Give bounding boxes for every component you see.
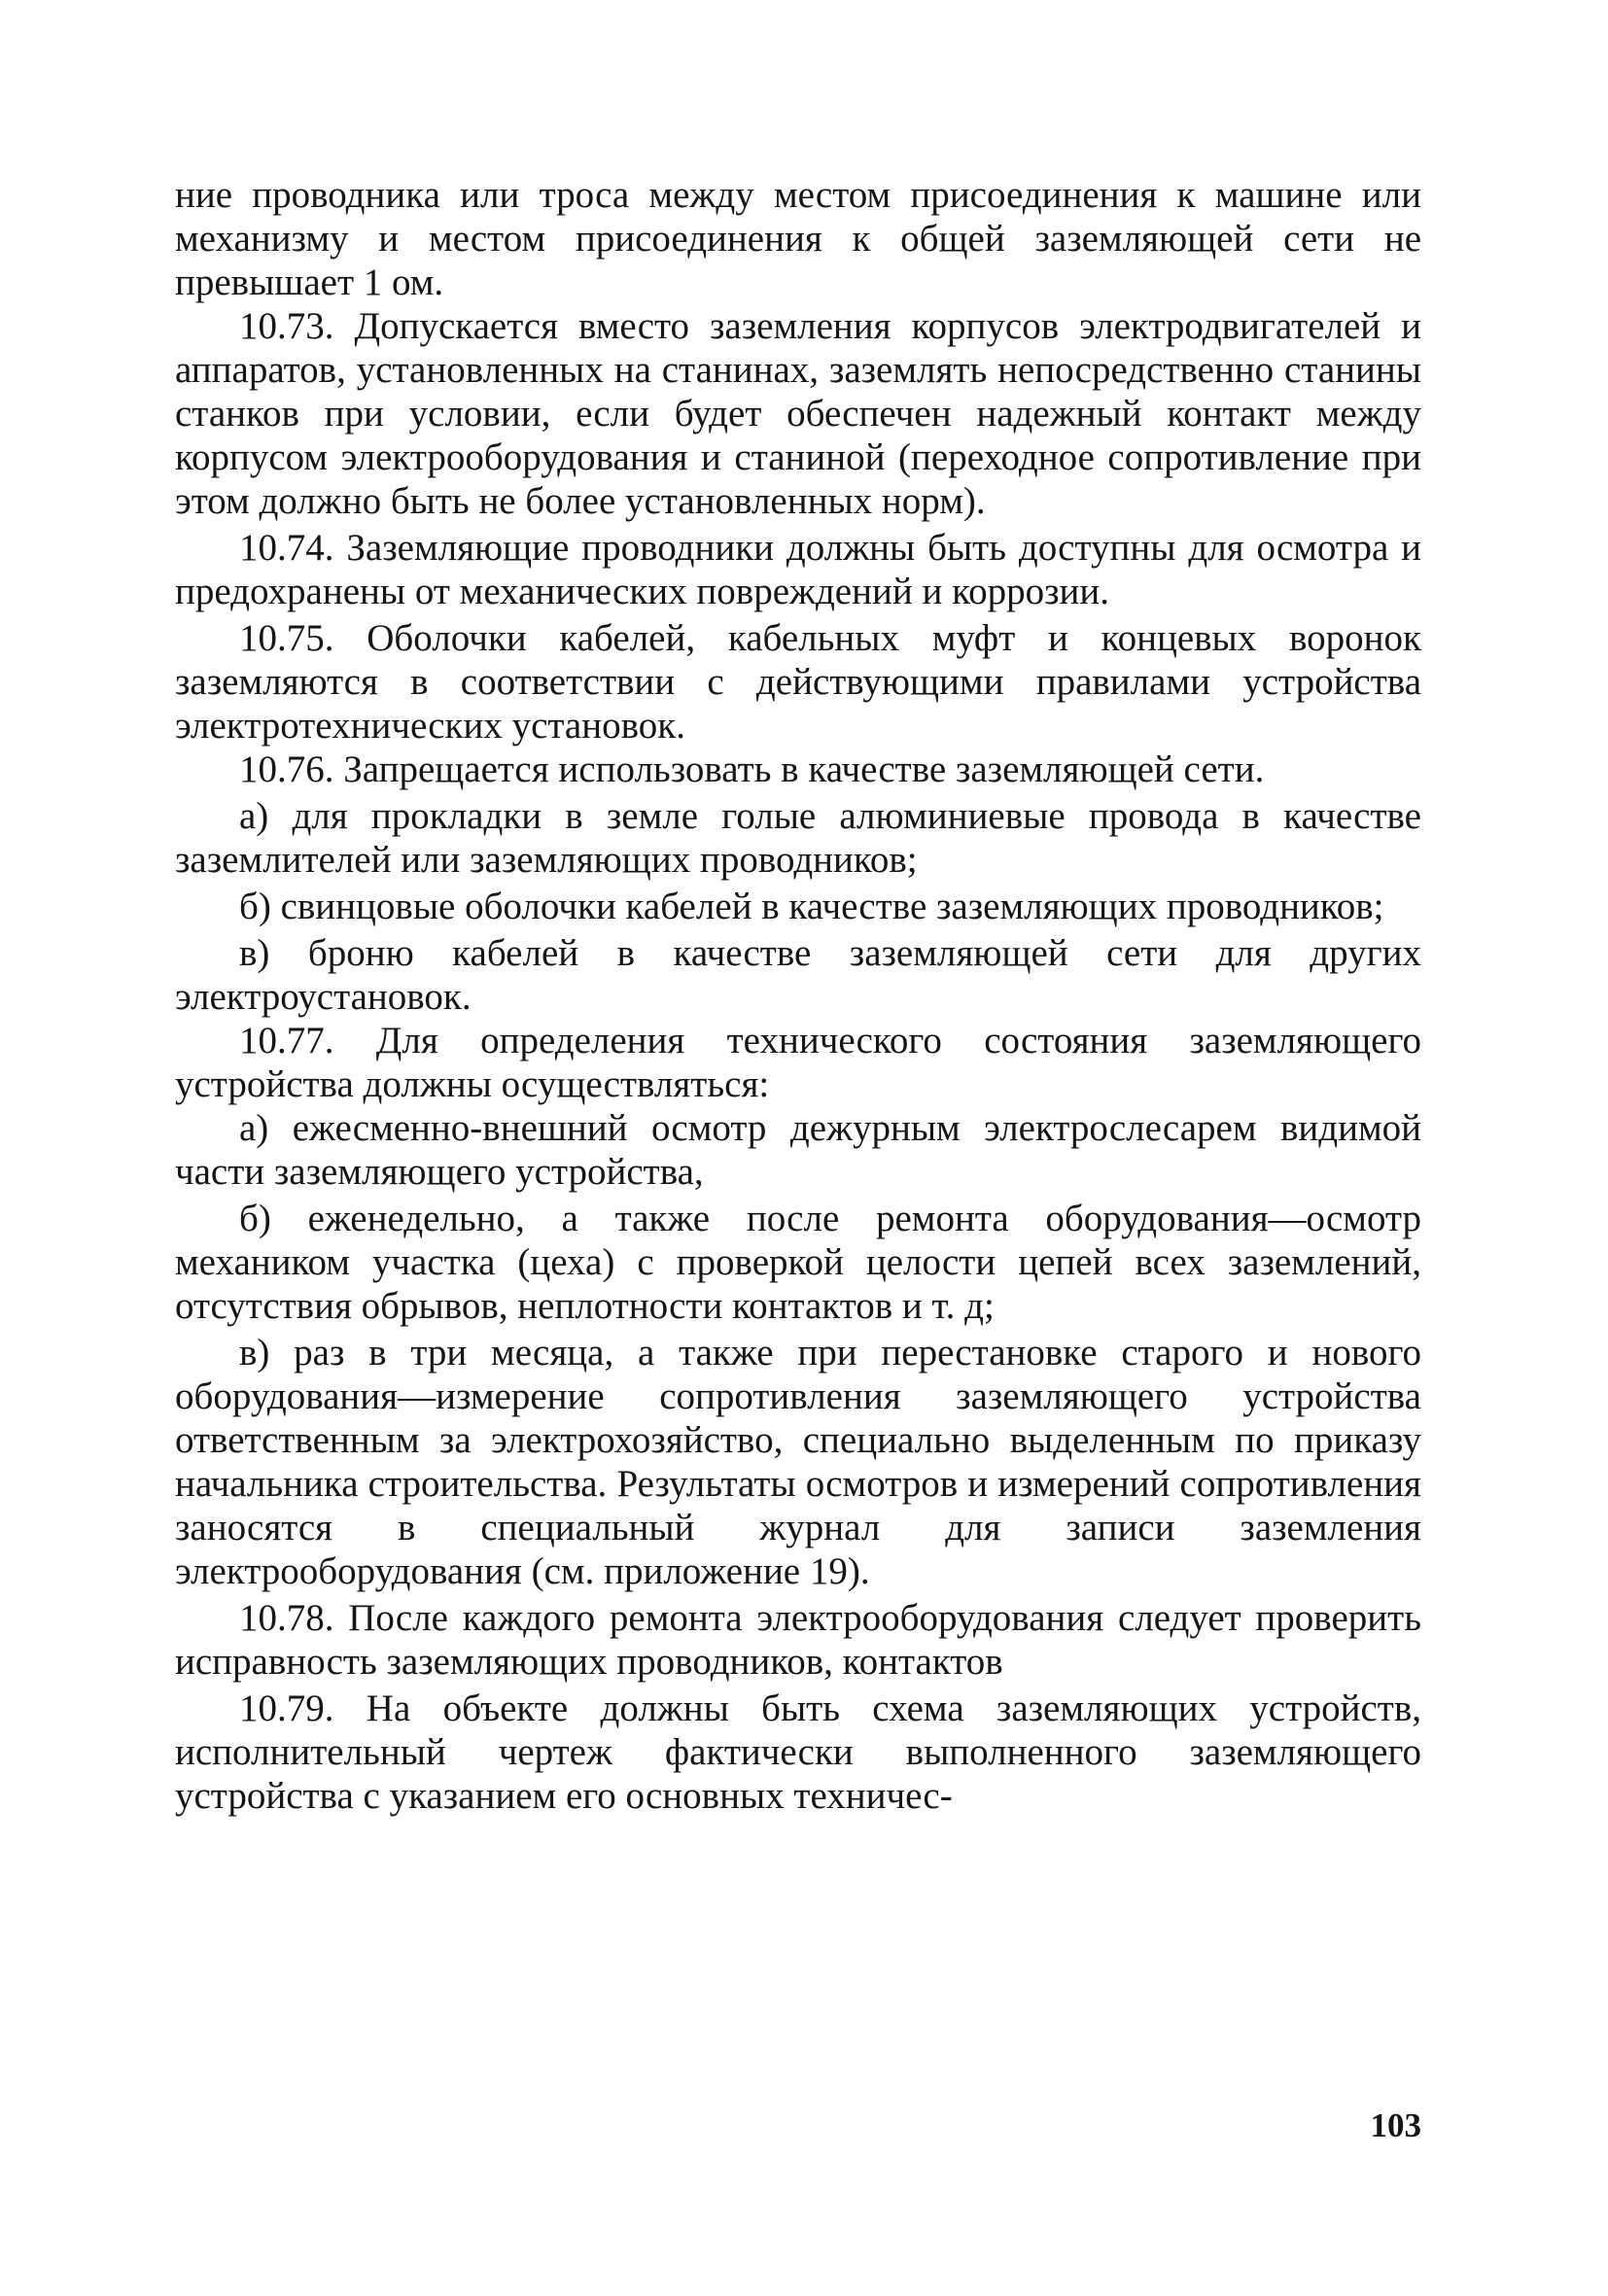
list-item-10-76-b: б) свинцовые оболочки кабелей в качестве заземляющих проводников;: [239, 886, 1384, 927]
paragraph-10-73: 10.73. Допускается вместо заземления корпусов электродвигателей и аппаратов, установленных на станинах, заземлять непосредственно станины станков при условии, если будет обеспечен надежный контакт между корпусом электрооборудования и станиной (переходное сопротивление при этом должно быть не более установленных норм).: [175, 305, 1421, 522]
paragraph-10-74: 10.74. Заземляющие проводники должны быть доступны для осмотра и предохранены от механических повреждений и коррозии.: [175, 527, 1421, 612]
list-item-10-77-v: в) раз в три месяца, а также при перестановке старого и нового оборудования—измерение сопротивления заземляющего устройства ответственным за электрохозяйство, специально выделенным по приказу начальника строительства. Результаты осмотров и измерений сопротивления заносятся в специальный журнал для записи заземления электрооборудования (см. приложение 19).: [175, 1332, 1421, 1592]
paragraph-10-77: 10.77. Для определения технического состояния заземляющего устройства должны осуществляться:: [175, 1020, 1421, 1105]
list-item-10-77-b: б) еженедельно, а также после ремонта оборудования—осмотр механиком участка (цеха) с проверкой целости цепей всех заземлений, отсутствия обрывов, неплотности контактов и т. д;: [175, 1198, 1421, 1327]
paragraph-continuation: ние проводника или троса между местом присоединения к машине или механизму и местом присоединения к общей заземляющей сети не превышает 1 ом.: [175, 174, 1421, 303]
list-item-10-76-a: а) для прокладки в земле голые алюминиевые провода в качестве заземлителей или заземляющих проводников;: [175, 795, 1421, 881]
page-number: 103: [1370, 2106, 1421, 2144]
paragraph-10-79: 10.79. На объекте должны быть схема заземляющих устройств, исполнительный чертеж фактически выполненного заземляющего устройства с указанием его основных техничес-: [175, 1687, 1421, 1817]
page-body: [175, 173, 1421, 1818]
paragraph-10-78: 10.78. После каждого ремонта электрооборудования следует проверить исправность заземляющих проводников, контактов: [175, 1597, 1421, 1683]
paragraph-10-76: 10.76. Запрещается использовать в качестве заземляющей сети.: [239, 748, 1265, 790]
list-item-10-76-v: в) броню кабелей в качестве заземляющей сети для других электроустановок.: [175, 932, 1421, 1018]
paragraph-10-75: 10.75. Оболочки кабелей, кабельных муфт и концевых воронок заземляются в соответствии с действующими правилами устройства электротехнических установок.: [175, 617, 1421, 747]
list-item-10-77-a: а) ежесменно-внешний осмотр дежурным электрослесарем видимой части заземляющего устройства,: [175, 1107, 1421, 1193]
